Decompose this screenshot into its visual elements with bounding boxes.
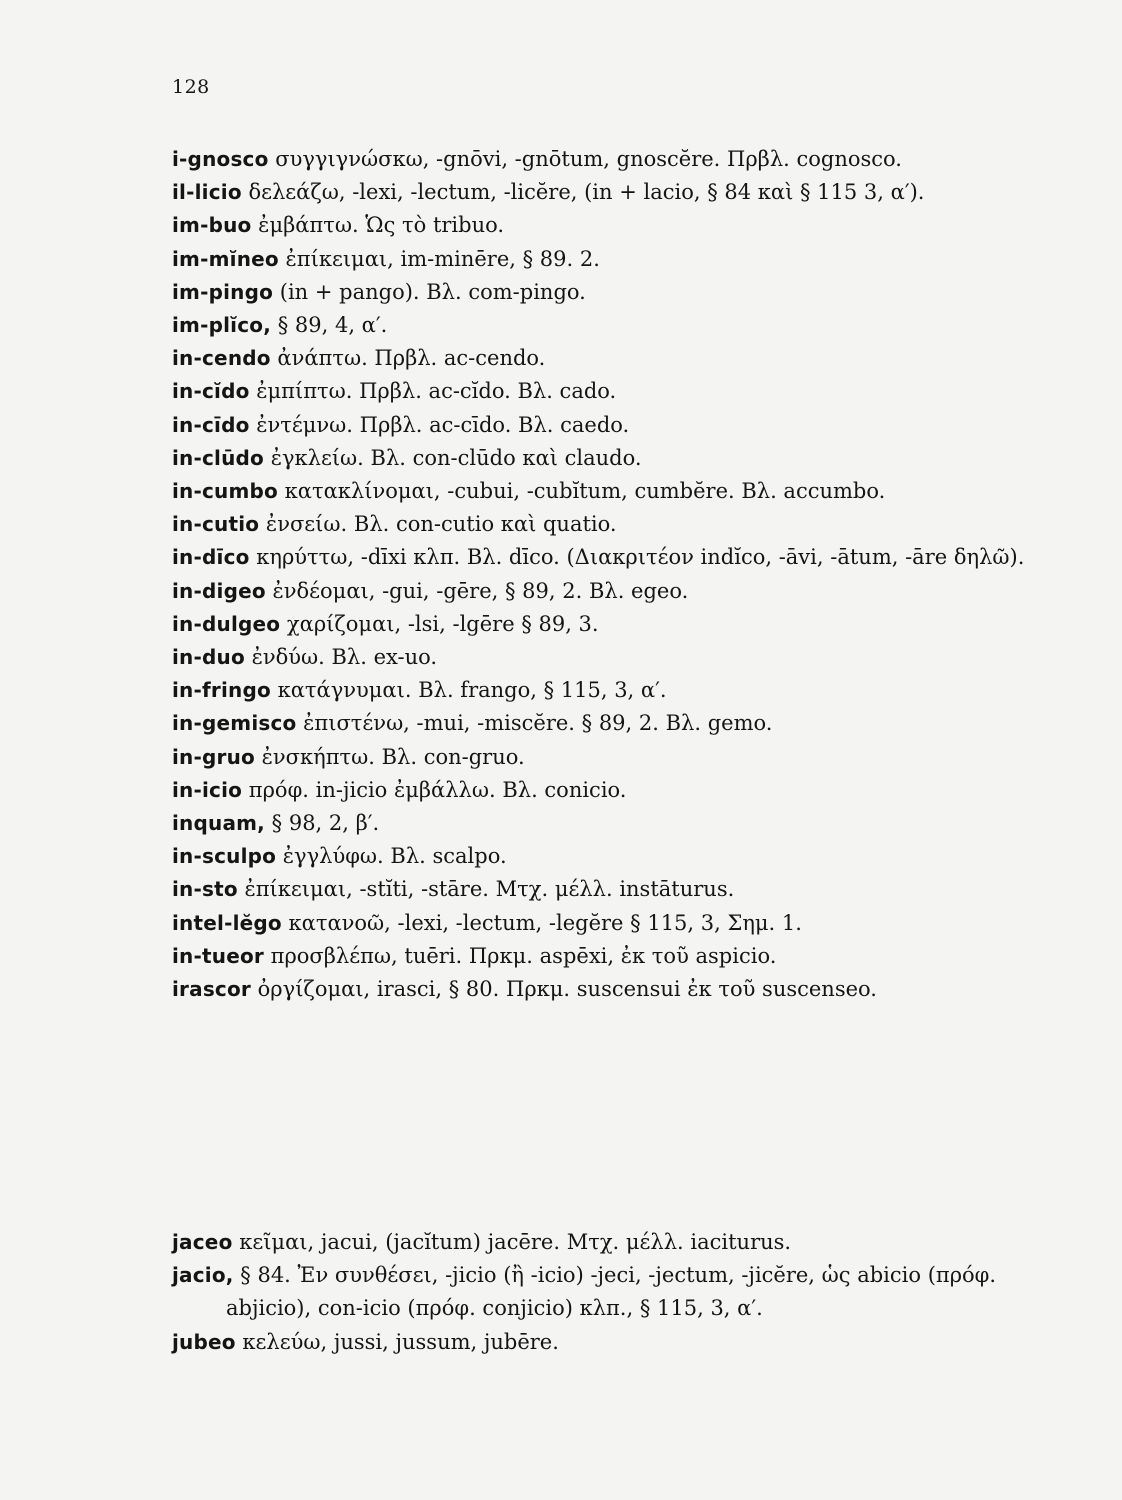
dictionary-entry <box>172 309 1052 342</box>
definition: πρόφ. in-jicio ἐμβάλλω. Βλ. conicio. <box>242 777 627 802</box>
definition: ἐγγλύφω. Βλ. scalpo. <box>276 844 507 869</box>
definition: ἐμπίπτω. Πρβλ. ac-cĭdo. Βλ. cado. <box>249 379 617 404</box>
dictionary-entry <box>172 143 1052 176</box>
headword: in-duo <box>172 645 245 670</box>
dictionary-entry <box>172 475 1052 508</box>
definition: ἐμβάπτω. Ὡς τὸ tribuo. <box>251 213 505 238</box>
dictionary-entry <box>172 873 1052 906</box>
dictionary-entry <box>172 807 1052 840</box>
entries-j <box>172 1226 1052 1359</box>
definition: ἀνάπτω. Πρβλ. ac-cendo. <box>270 346 546 371</box>
definition: ἐνδύω. Βλ. ex-uo. <box>244 645 438 670</box>
definition: δελεάζω, -lexi, -lectum, -licĕre, (in + lacio, § 84 καὶ § 115 3, α′). <box>241 180 925 205</box>
headword: in-digeo <box>172 578 266 603</box>
dictionary-entry <box>172 608 1052 641</box>
headword: in-tueor <box>172 943 264 968</box>
headword: intel-lĕgo <box>172 910 282 935</box>
dictionary-entry <box>172 176 1052 209</box>
dictionary-entry <box>172 840 1052 873</box>
headword: in-cutio <box>172 512 260 537</box>
definition: ἐντέμνω. Πρβλ. ac-cīdo. Βλ. caedo. <box>249 412 630 437</box>
dictionary-entry <box>172 973 1052 1006</box>
definition: ἐπιστένω, -mui, -miscĕre. § 89, 2. Βλ. gemo. <box>296 711 773 736</box>
definition: ὀργίζομαι, irasci, § 80. Πρκμ. suscensui ἐκ τοῦ suscenseo. <box>250 977 877 1002</box>
headword: in-dīco <box>172 545 250 570</box>
headword: irascor <box>172 977 251 1002</box>
headword: im-mĭneo <box>172 246 279 271</box>
dictionary-entry <box>172 907 1052 940</box>
dictionary-entry <box>172 575 1052 608</box>
definition: κατάγνυμαι. Βλ. frango, § 115, 3, α′. <box>270 678 667 703</box>
headword: in-sto <box>172 877 238 902</box>
dictionary-entry <box>172 243 1052 276</box>
definition: κεῖμαι, jacui, (jacĭtum) jacēre. Μτχ. μέλλ. iaciturus. <box>232 1230 792 1254</box>
headword: im-buo <box>172 213 252 238</box>
dictionary-entry <box>172 774 1052 807</box>
definition: ἐνσκήπτω. Βλ. con-gruo. <box>254 744 525 769</box>
dictionary-entry <box>172 741 1052 774</box>
headword: jacio, <box>172 1263 234 1288</box>
headword: im-pingo <box>172 279 274 304</box>
definition: § 89, 4, α′. <box>271 313 388 338</box>
entries-i <box>172 143 1052 1006</box>
definition: κατακλίνομαι, -cubui, -cubĭtum, cumbĕre. Βλ. accumbo. <box>278 479 886 504</box>
headword: im-plĭco, <box>172 313 272 338</box>
dictionary-entry <box>172 1259 1052 1325</box>
headword: in-cĭdo <box>172 379 250 404</box>
dictionary-entry <box>172 1326 1052 1359</box>
definition: (in + pango). Βλ. com-pingo. <box>273 279 586 304</box>
headword: in-clūdo <box>172 445 265 470</box>
headword: in-sculpo <box>172 844 277 869</box>
dictionary-entry <box>172 442 1052 475</box>
dictionary-entry <box>172 1226 1052 1259</box>
definition: ἐνδέομαι, -gui, -gēre, § 89, 2. Βλ. egeo. <box>265 578 689 603</box>
definition: κατανοῶ, -lexi, -lectum, -legĕre § 115, 3, Σημ. 1. <box>281 910 802 935</box>
definition: χαρίζομαι, -lsi, -lgēre § 89, 3. <box>280 611 599 636</box>
dictionary-entry <box>172 541 1052 574</box>
definition: ἐγκλείω. Βλ. con-clūdo καὶ claudo. <box>264 445 642 470</box>
headword: in-dulgeo <box>172 611 281 636</box>
definition: συγγιγνώσκω, -gnōvi, -gnōtum, gnoscĕre. Πρβλ. cognosco. <box>268 147 902 171</box>
page-number: 128 <box>172 76 210 98</box>
headword: in-cīdo <box>172 412 250 437</box>
headword: in-cendo <box>172 346 271 371</box>
definition: ἐπίκειμαι, im-minēre, § 89. 2. <box>278 246 600 271</box>
definition: κηρύττω, -dīxi κλπ. Βλ. dīco. (Διακριτέον indĭco, -āvi, -ātum, -āre δηλῶ). <box>249 545 1025 570</box>
definition: § 84. Ἐν συνθέσει, -jicio (ἢ -icio) -jeci, -jectum, -jicĕre, ὡς abicio (πρόφ. abjicio), con-icio (πρόφ. conjicio) κλπ., § 115, 3, α′. <box>226 1263 997 1321</box>
dictionary-entry <box>172 641 1052 674</box>
definition: § 98, 2, β′. <box>264 811 380 836</box>
dictionary-entry <box>172 342 1052 375</box>
headword: inquam, <box>172 811 265 836</box>
headword: in-cumbo <box>172 479 278 504</box>
headword: jubeo <box>172 1329 236 1354</box>
definition: προσβλέπω, tuēri. Πρκμ. aspēxi, ἐκ τοῦ aspicio. <box>263 943 777 968</box>
dictionary-entry <box>172 209 1052 242</box>
definition: ἐνσείω. Βλ. con-cutio καὶ quatio. <box>259 512 617 537</box>
definition: κελεύω, jussi, jussum, jubēre. <box>235 1329 559 1354</box>
headword: i-gnosco <box>172 147 269 171</box>
headword: in-fringo <box>172 678 271 703</box>
dictionary-entry <box>172 375 1052 408</box>
definition: ἐπίκειμαι, -stĭti, -stāre. Μτχ. μέλλ. instāturus. <box>237 877 735 902</box>
dictionary-entry <box>172 276 1052 309</box>
dictionary-entry <box>172 707 1052 740</box>
dictionary-entry <box>172 674 1052 707</box>
dictionary-entry <box>172 409 1052 442</box>
headword: in-gruo <box>172 744 255 769</box>
headword: in-gemisco <box>172 711 297 736</box>
dictionary-entry <box>172 940 1052 973</box>
headword: il-licio <box>172 180 242 205</box>
headword: jaceo <box>172 1230 233 1254</box>
headword: in-icio <box>172 777 243 802</box>
dictionary-entry <box>172 508 1052 541</box>
